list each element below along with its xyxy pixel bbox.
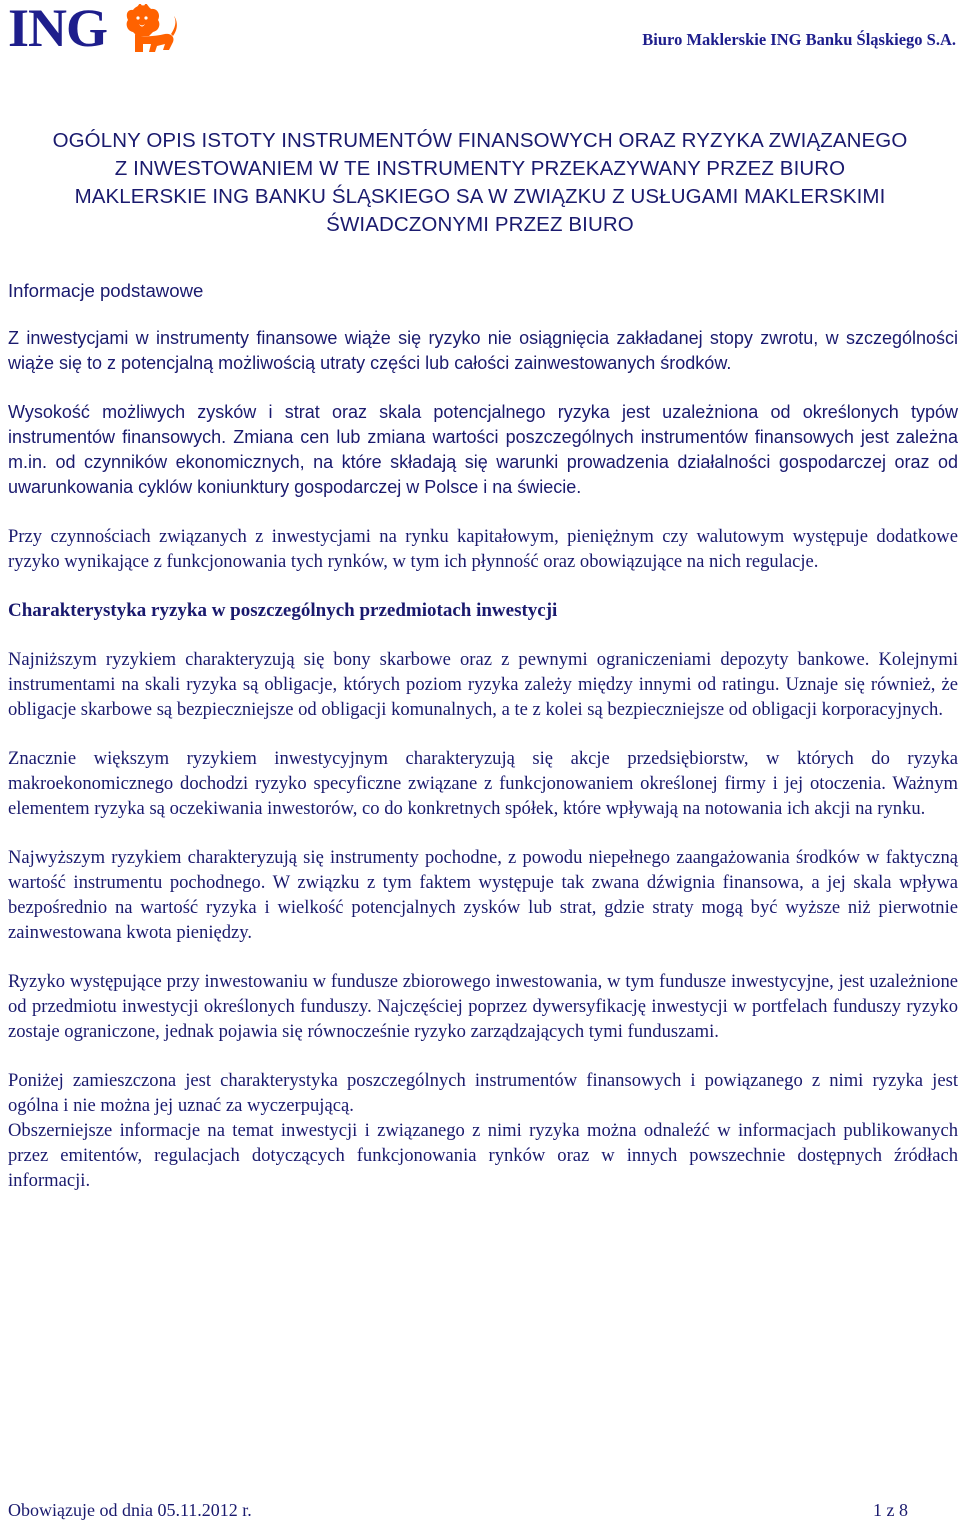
document-body	[8, 278, 958, 1217]
paragraph: Przy czynnościach związanych z inwestycjami na rynku kapitałowym, pieniężnym czy walutowym występuje dodatkowe ryzyko wynikające z funkcjonowania tych rynków, w tym ich płynność oraz obowiązujące na nich regulacje.	[8, 526, 958, 572]
paragraph: Poniżej zamieszczona jest charakterystyka poszczególnych instrumentów finansowych i powiązanego z nimi ryzyka jest ogólna i nie można jej uznać za wyczerpującą.	[8, 1070, 958, 1116]
ing-logo	[8, 0, 179, 58]
paragraph: Znacznie większym ryzykiem inwestycyjnym charakteryzują się akcje przedsiębiorstw, w których do ryzyka makroekonomicznego dochodzi ryzyko specyficzne związane z funkcjonowaniem określonej firmy i jej otoczenia. Ważnym elementem ryzyka są oczekiwania inwestorów, co do konkretnych spółek, które wpływają na notowania ich akcji na rynku.	[8, 748, 958, 819]
paragraph: Najwyższym ryzykiem charakteryzują się instrumenty pochodne, z powodu niepełnego zaangażowania środków w faktyczną wartość instrumentu pochodnego. W związku z tym faktem występuje tak zwana dźwignia finansowa, a jej skala wpływa bezpośrednio na wartość ryzyka i wielkość potencjalnych zysków lub strat, gdzie straty mogą być wyższe niż pierwotnie zainwestowana kwota pieniędzy.	[8, 847, 958, 943]
paragraph: Ryzyko występujące przy inwestowaniu w fundusze zbiorowego inwestowania, w tym fundusze inwestycyjne, jest uzależnione od przedmiotu inwestycji określonych funduszy. Najczęściej poprzez dywersyfikację inwestycji w portfelach funduszy ryzyko zostaje ograniczone, jednak pojawia się równocześnie ryzyko zarządzających tymi funduszami.	[8, 971, 958, 1042]
page-number: 1 z 8	[873, 1500, 908, 1520]
document-title	[0, 127, 960, 239]
paragraph: Wysokość możliwych zysków i strat oraz skala potencjalnego ryzyka jest uzależniona od określonych typów instrumentów finansowych. Zmiana cen lub zmiana wartości poszczególnych instrumentów finansowych jest zależna m.in. od czynników ekonomicznych, na które składają się warunki prowadzenia działalności gospodarczej oraz od uwarunkowania cyklów koniunktury gospodarczej w Polsce i na świecie.	[8, 402, 958, 497]
paragraph: Z inwestycjami w instrumenty finansowe wiąże się ryzyko nie osiągnięcia zakładanej stopy zwrotu, w szczególności wiąże się to z potencjalną możliwością utraty części lub całości zainwestowanych środków.	[8, 328, 958, 373]
paragraph: Najniższym ryzykiem charakteryzują się bony skarbowe oraz z pewnymi ograniczeniami depozyty bankowe. Kolejnymi instrumentami na skali ryzyka są obligacje, których poziom ryzyka zależy między innymi od ratingu. Uznaje się również, że obligacje skarbowe są bezpieczniejsze od obligacji komunalnych, a te z kolei są bezpieczniejsze od obligacji korporacyjnych.	[8, 649, 958, 720]
page-header	[0, 0, 960, 60]
title-line: Z INWESTOWANIEM W TE INSTRUMENTY PRZEKAZYWANY PRZEZ BIURO	[114, 157, 846, 180]
title-line: ŚWIADCZONYMI PRZEZ BIURO	[326, 213, 634, 236]
paragraph: Obszerniejsze informacje na temat inwestycji i związanego z nimi ryzyka można odnaleźć w informacjach publikowanych przez emitentów, regulacjach dotyczących funkcjonowania rynków oraz w innych powszechnie dostępnych źródłach informacji.	[8, 1120, 958, 1191]
section-heading-basic: Informacje podstawowe	[8, 280, 204, 301]
title-line: MAKLERSKIE ING BANKU ŚLĄSKIEGO SA W ZWIĄZKU Z USŁUGAMI MAKLERSKIMI	[74, 185, 886, 208]
logo-text: ING	[8, 0, 108, 58]
company-name: Biuro Maklerskie ING Banku Śląskiego S.A.	[642, 30, 956, 49]
title-line: OGÓLNY OPIS ISTOTY INSTRUMENTÓW FINANSOWYCH ORAZ RYZYKA ZWIĄZANEGO	[52, 129, 908, 152]
lion-icon	[113, 4, 179, 54]
section-heading-risk: Charakterystyka ryzyka w poszczególnych przedmiotach inwestycji	[8, 600, 558, 621]
effective-date: Obowiązuje od dnia 05.11.2012 r.	[8, 1500, 252, 1520]
